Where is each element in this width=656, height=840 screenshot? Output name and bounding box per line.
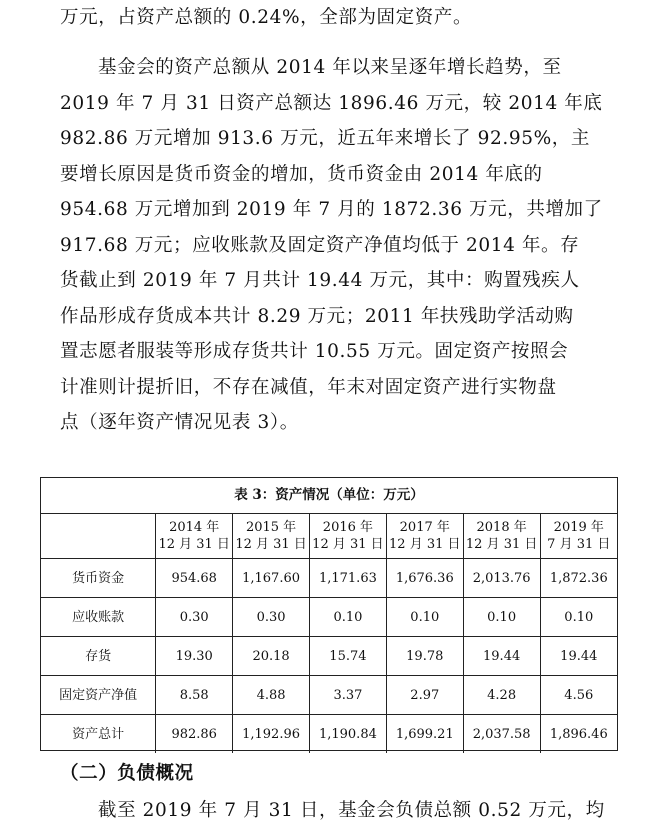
table-cell: 1,190.84 (309, 715, 386, 754)
paragraph-asset-trend (0, 50, 656, 441)
table-cell: 1,676.36 (386, 559, 463, 598)
table-row (41, 559, 617, 598)
paragraph-line: 982.86 万元增加 913.6 万元，近五年来增长了 92.95%，主 (60, 128, 590, 149)
table-header-cell: 2015 年 12 月 31 日 (233, 514, 310, 559)
table-cell: 19.78 (386, 637, 463, 676)
table-cell: 19.44 (540, 637, 617, 676)
table-cell: 4.28 (463, 676, 540, 715)
asset-table-grid (41, 513, 617, 753)
table-cell: 20.18 (233, 637, 310, 676)
table-cell: 4.56 (540, 676, 617, 715)
table-row (41, 637, 617, 676)
table-cell: 954.68 (156, 559, 233, 598)
table-cell: 0.30 (156, 598, 233, 637)
section-heading: （二）负债概况 (60, 763, 194, 784)
table-cell: 2,013.76 (463, 559, 540, 598)
table-cell: 1,167.60 (233, 559, 310, 598)
table-caption: 表 3：资产情况（单位：万元） (234, 487, 424, 503)
table-row (41, 598, 617, 637)
paragraph-line: 要增长原因是货币资金的增加，货币资金由 2014 年底的 (60, 163, 543, 185)
row-label: 固定资产净值 (41, 676, 156, 715)
paragraph-asset-summary-end (0, 0, 656, 36)
table-cell: 0.30 (233, 598, 310, 637)
table-row (41, 715, 617, 754)
table-cell: 0.10 (309, 598, 386, 637)
table-cell: 2,037.58 (463, 715, 540, 754)
table-cell: 3.37 (309, 676, 386, 715)
paragraph-line: 万元，占资产总额的 0.24%，全部为固定资产。 (60, 7, 473, 28)
table-cell: 8.58 (156, 676, 233, 715)
table-cell: 0.10 (540, 598, 617, 637)
paragraph-line: 2019 年 7 月 31 日资产总额达 1896.46 万元，较 2014 年底 (60, 92, 603, 114)
table-header-row (41, 514, 617, 559)
row-label: 资产总计 (41, 715, 156, 754)
table-cell: 0.10 (463, 598, 540, 637)
paragraph-line: 917.68 万元；应收账款及固定资产净值均低于 2014 年。存 (60, 234, 580, 256)
row-label: 存货 (41, 637, 156, 676)
table-header-cell: 2018 年 12 月 31 日 (463, 514, 540, 559)
table-cell: 1,699.21 (386, 715, 463, 754)
table-cell: 1,896.46 (540, 715, 617, 754)
paragraph-line: 货截止到 2019 年 7 月共计 19.44 万元，其中：购置残疾人 (60, 270, 580, 291)
row-label: 货币资金 (41, 559, 156, 598)
table-header-cell: 2016 年 12 月 31 日 (309, 514, 386, 559)
table-cell: 4.88 (233, 676, 310, 715)
table-cell: 1,171.63 (309, 559, 386, 598)
table-header-cell: 2014 年 12 月 31 日 (156, 514, 233, 559)
paragraph-line: 作品形成存货成本共计 8.29 万元；2011 年扶残助学活动购 (60, 305, 574, 327)
paragraph-line: 基金会的资产总额从 2014 年以来呈逐年增长趋势，至 (98, 57, 562, 78)
row-label: 应收账款 (41, 598, 156, 637)
table-cell: 982.86 (156, 715, 233, 754)
table-header-cell: 2019 年 7 月 31 日 (540, 514, 617, 559)
table-header-corner (41, 514, 156, 559)
paragraph-line: 计准则计提折旧，不存在减值，年末对固定资产进行实物盘 (60, 376, 557, 398)
asset-table (40, 477, 618, 751)
table-cell: 19.44 (463, 637, 540, 676)
table-cell: 19.30 (156, 637, 233, 676)
paragraph-line: 截至 2019 年 7 月 31 日，基金会负债总额 0.52 万元，均 (98, 800, 605, 821)
paragraph-line: 置志愿者服装等形成存货共计 10.55 万元。固定资产按照会 (60, 341, 569, 362)
table-cell: 2.97 (386, 676, 463, 715)
table-cell: 15.74 (309, 637, 386, 676)
table-row (41, 676, 617, 715)
paragraph-line: 点（逐年资产情况见表 3）。 (60, 412, 299, 433)
table-cell: 1,192.96 (233, 715, 310, 754)
paragraph-line: 954.68 万元增加到 2019 年 7 月的 1872.36 万元，共增加了 (60, 199, 603, 220)
table-cell: 0.10 (386, 598, 463, 637)
table-cell: 1,872.36 (540, 559, 617, 598)
table-header-cell: 2017 年 12 月 31 日 (386, 514, 463, 559)
